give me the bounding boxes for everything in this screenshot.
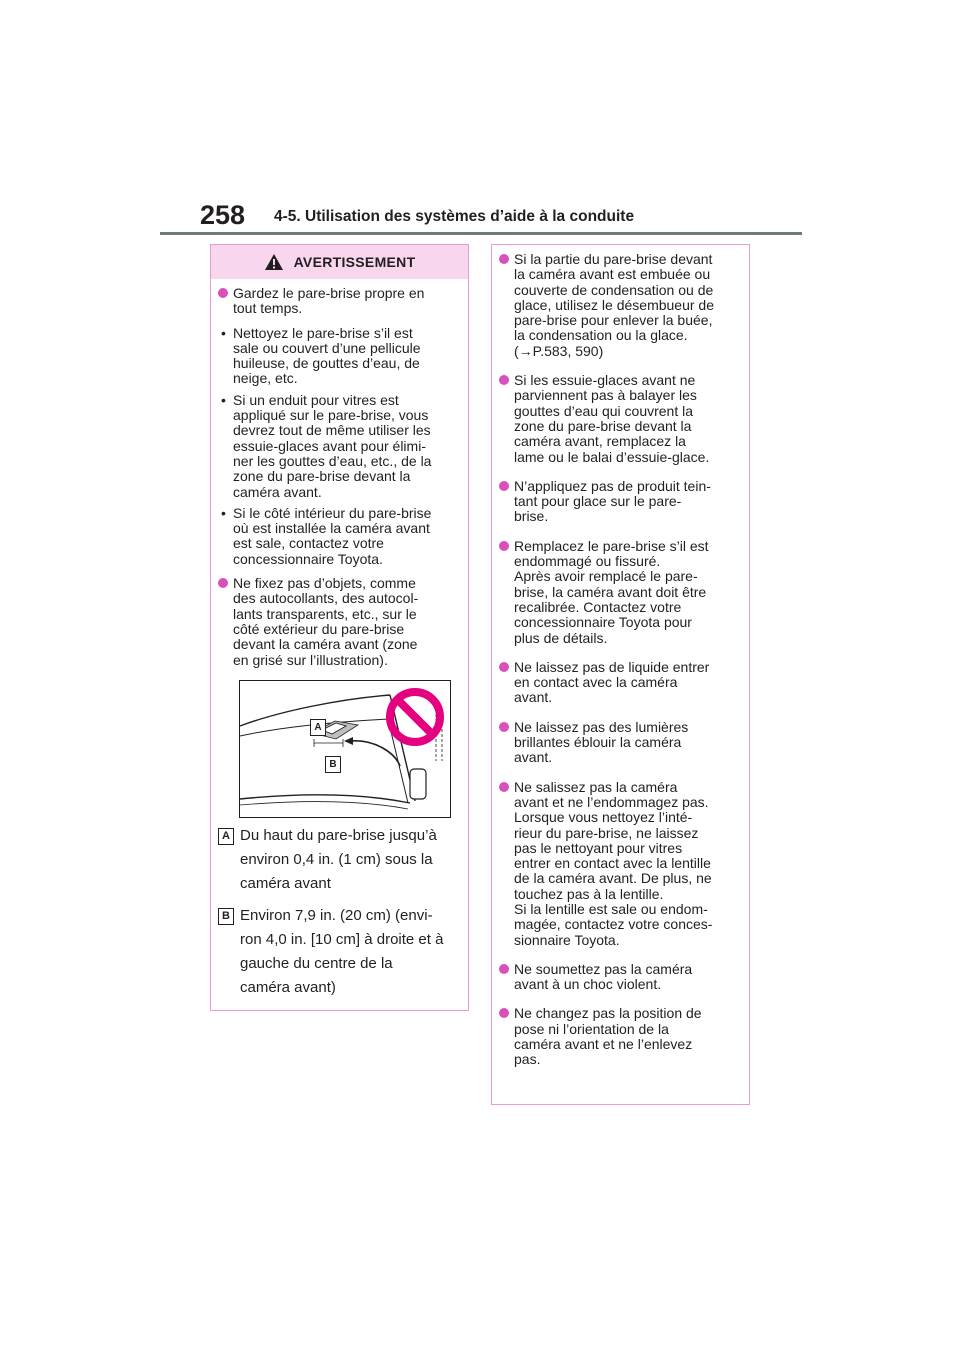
legend-item-a [218,824,461,896]
bullet-item [499,373,742,465]
warning-box-left [210,244,469,1011]
header-rule [160,232,802,235]
bullet-dot-icon [499,1008,509,1018]
bullet-dot-icon [499,722,509,732]
bullet-dot-icon [499,662,509,672]
bullet-dot-icon [499,964,509,974]
bullet-text: Ne laissez pas de liquide entrer en contact avec la caméra avant. [514,658,710,706]
sub-item [218,326,461,387]
bullet-text: Remplacez le pare-brise s’il est endommagé ou fissuré. Après avoir remplacé le pare- brise, la caméra avant doit être recalibrée. Contactez votre concessionnaire Toyota pour plus de détails. [514,537,709,646]
bullet-item [499,720,742,766]
bullet-dot-icon [499,782,509,792]
bullet-text: N’appliquez pas de produit tein- tant pour glace sur le pare- brise. [514,477,711,525]
bullet-text: Ne fixez pas d’objets, comme des autocollants, des autocol- lants transparents, etc., sur le côté extérieur du pare-brise devant la caméra avant (zone en grisé sur l’illustration). [233,575,419,668]
section-title: 4-5. Utilisation des systèmes d’aide à la conduite [274,208,635,225]
bullet-dot-icon [218,578,228,588]
bullet-dot-icon [499,481,509,491]
label-b-marker: B [325,756,341,773]
warning-content-left [211,279,468,1000]
bullet-text: Si la partie du pare-brise devant la caméra avant est embuée ou couverte de condensation ou de glace, utilisez le désembueur de pare-brise pour enlever la buée, la condensation ou la glace. (→P.583, 590) [514,251,715,359]
bullet-item [499,1006,742,1067]
warning-box-right [491,244,750,1105]
legend-tag-b: B [218,908,234,925]
sub-bullet-icon: • [221,504,226,521]
bullet-text: Ne changez pas la position de pose ni l’orientation de la caméra avant et ne l’enlevez pas. [514,1005,702,1068]
bullet-item [499,252,742,359]
sub-bullet-icon: • [221,324,226,341]
bullet-item [499,962,742,993]
sub-item [218,393,461,500]
bullet-text: Ne soumettez pas la caméra avant à un choc violent. [514,960,693,993]
bullet-text: Si les essuie-glaces avant ne parviennent pas à balayer les gouttes d’eau qui couvrent la zone du pare-brise devant la caméra avant, remplacez la lame ou le balai d’essuie-glace. [514,372,710,465]
bullet-text: Gardez le pare-brise propre en tout temps. [233,285,425,317]
page-number: 258 [200,200,246,230]
warning-title: AVERTISSEMENT [293,254,416,270]
legend-text-b: Environ 7,9 in. (20 cm) (envi- ron 4,0 in. [10 cm] à droite et à gauche du centre de la caméra avant) [240,906,444,996]
bullet-text: Ne laissez pas des lumières brillantes éblouir la caméra avant. [514,718,689,766]
bullet-dot-icon [499,541,509,551]
bullet-item [218,286,461,317]
label-a-marker: A [310,719,326,736]
warning-header [211,245,468,279]
prohibition-icon [385,687,445,747]
sub-text: Nettoyez le pare-brise s’il est sale ou couvert d’une pellicule huileuse, de gouttes d’eau, de neige, etc. [233,324,421,387]
warning-triangle-icon [264,253,284,271]
warning-content-right [492,245,749,1068]
sub-bullet-icon: • [221,391,226,408]
bullet-item [218,576,461,668]
bullet-text: Ne salissez pas la caméra avant et ne l’endommagez pas. Lorsque vous nettoyez l’inté- rieur du pare-brise, ne laissez pas le nettoyant pour vitres entrer en contact avec la lentille de la caméra avant. De plus, ne touchez pas à la lentille. Si la lentille est sale ou endom- magée, contactez votre conces- sionnaire Toyota. [514,778,713,948]
bullet-dot-icon [499,375,509,385]
bullet-dot-icon [499,254,509,264]
bullet-dot-icon [218,288,228,298]
sub-text: Si un enduit pour vitres est appliqué sur le pare-brise, vous devrez tout de même utiliser les essuie-glaces avant pour élimi- ner les gouttes d’eau, etc., de la zone du pare-brise devant la caméra avant. [233,391,432,500]
bullet-item [499,660,742,706]
bullet-item [499,479,742,525]
legend-tag-a: A [218,828,234,845]
sub-item [218,506,461,567]
sub-text: Si le côté intérieur du pare-brise où est installée la caméra avant est sale, contactez votre concessionnaire Toyota. [233,504,432,567]
bullet-item [499,780,742,948]
windshield-illustration [239,680,451,818]
bullet-item [499,539,742,646]
legend-item-b [218,904,461,1000]
legend-text-a: Du haut du pare-brise jusqu’à environ 0,4 in. (1 cm) sous la caméra avant [240,826,437,892]
